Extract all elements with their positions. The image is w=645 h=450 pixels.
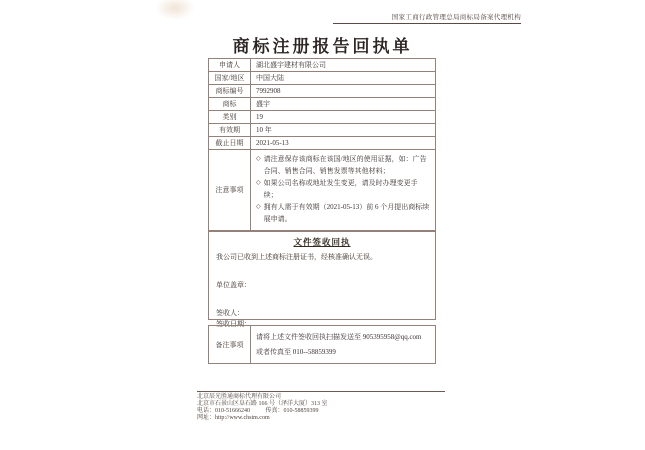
- row-label-trademark: 商标: [209, 98, 251, 111]
- row-label-applicant: 申请人: [209, 59, 251, 72]
- diamond-bullet-icon: ◇: [256, 180, 261, 186]
- footer-company: 北京辰光胜通商标代理有限公司: [197, 394, 282, 400]
- row-value-applicant: 湖北盛宇建材有限公司: [251, 59, 436, 72]
- table-row: [209, 98, 436, 111]
- document-title: 商标注册报告回执单: [232, 37, 413, 56]
- row-value-trademark-number: 7992908: [251, 85, 436, 98]
- remarks-content: [251, 326, 436, 364]
- receipt-title: 文件签收回执: [293, 237, 351, 247]
- row-value-country: 中国大陆: [251, 72, 436, 85]
- row-label-validity: 有效期: [209, 124, 251, 137]
- trademark-info-table: [208, 58, 436, 231]
- notes-label: 注意事项: [209, 150, 251, 231]
- row-value-deadline: 2021-05-13: [251, 137, 436, 150]
- footer-fax: 传真：010-58859399: [265, 408, 319, 414]
- remarks-line-2: 或者传真至 010--58859399: [256, 347, 336, 356]
- scan-smudge-artifact: [155, 0, 195, 20]
- receipt-statement: 我公司已收到上述商标注册证书，经核准确认无误。: [216, 253, 377, 261]
- remarks-label: 备注事项: [209, 326, 251, 364]
- remarks-table: [208, 325, 436, 364]
- footer-address: 北京市石景山区阜石路 166 号（泽洋大厦）313 室: [197, 401, 328, 407]
- row-value-validity: 10 年: [251, 124, 436, 137]
- footer-phone: 电话：010-51666240: [197, 408, 250, 414]
- table-row: [209, 72, 436, 85]
- row-value-class: 19: [251, 111, 436, 124]
- remarks-line-1: 请将上述文件签收回执扫描发送至 905395958@qq.com: [256, 332, 422, 341]
- row-label-deadline: 截止日期: [209, 137, 251, 150]
- diamond-bullet-icon: ◇: [256, 204, 261, 210]
- footer-website: 网址：http://www.chstm.com: [197, 415, 270, 421]
- remarks-row: [209, 326, 436, 364]
- note-item: [256, 154, 431, 177]
- table-row: [209, 137, 436, 150]
- table-row: [209, 85, 436, 98]
- diamond-bullet-icon: ◇: [256, 156, 261, 162]
- note-text: 拥有人需于有效期（2021-05-13）前 6 个月提出商标续展申请。: [263, 203, 430, 223]
- note-item: [256, 202, 431, 225]
- signer-label: 签收人：: [216, 309, 244, 317]
- row-label-trademark-number: 商标编号: [209, 85, 251, 98]
- row-label-country: 国家/地区: [209, 72, 251, 85]
- note-text: 请注意保存该商标在该国/地区的使用证据，如：广告合同、销售合同、销售发票等其他材料；: [263, 155, 427, 175]
- document-receipt-box: [208, 231, 436, 328]
- note-item: [256, 178, 431, 201]
- notes-content: [251, 150, 436, 231]
- table-row: [209, 59, 436, 72]
- table-row: [209, 124, 436, 137]
- sign-date-label: 签收日期：: [216, 320, 251, 328]
- agency-footer: [197, 391, 445, 422]
- table-row: [209, 111, 436, 124]
- row-label-class: 类别: [209, 111, 251, 124]
- notes-row: [209, 150, 436, 231]
- footer-contacts: [197, 408, 445, 415]
- agency-header-line: 国家工商行政管理总局商标局备案代理机构: [333, 12, 521, 24]
- note-text: 如果公司名称或地址发生变更，请及时办理变更手续；: [263, 179, 418, 199]
- unit-stamp-label: 单位盖章：: [216, 281, 251, 289]
- row-value-trademark: 盛宇: [251, 98, 436, 111]
